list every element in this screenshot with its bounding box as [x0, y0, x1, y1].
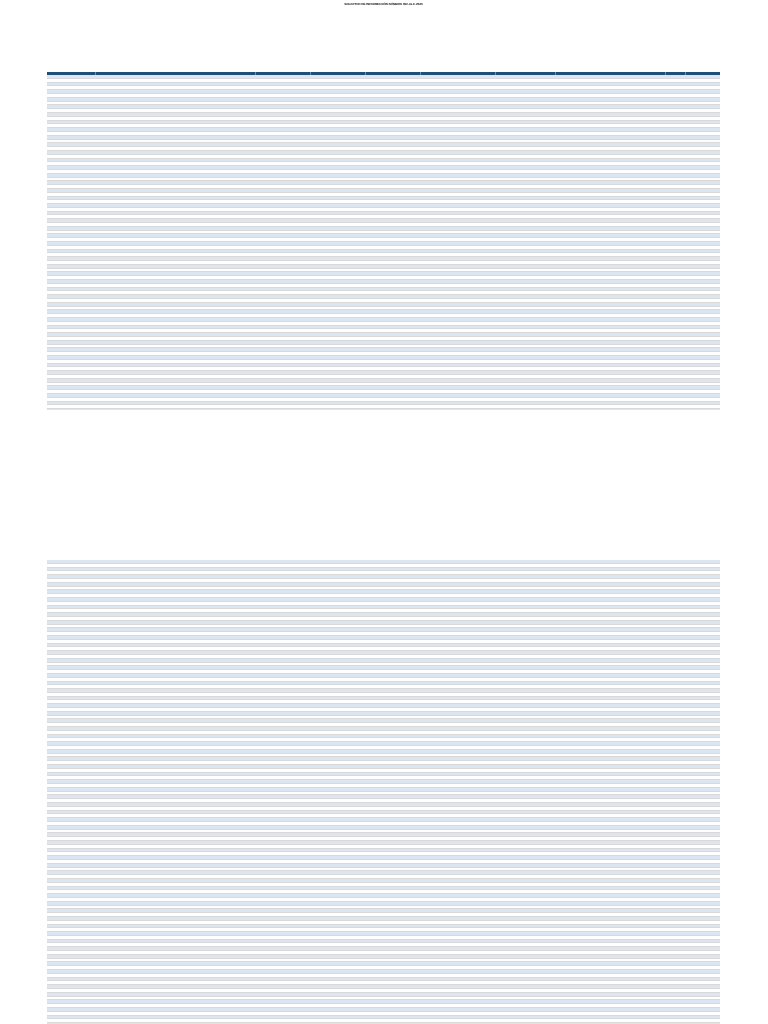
table-cell: [495, 409, 555, 410]
table-cell: [95, 409, 255, 410]
records-table-section-1: [47, 72, 720, 410]
table-cell: [365, 409, 420, 410]
records-table-section-2: [47, 560, 720, 1024]
table-cell: [47, 409, 95, 410]
document-header: [47, 2, 720, 6]
table-cell: [665, 409, 685, 410]
records-table: [47, 72, 720, 410]
table-cell: [555, 409, 665, 410]
table-row: [47, 409, 720, 410]
table-cell: [255, 409, 310, 410]
table-cell: [420, 409, 495, 410]
table-cell: [685, 409, 720, 410]
records-table-continued: [47, 560, 720, 1024]
document-title: SOLICITUD DE INFORMACIÓN NÚMERO 002-ALC-2020: [344, 2, 423, 6]
table-cell: [310, 409, 365, 410]
